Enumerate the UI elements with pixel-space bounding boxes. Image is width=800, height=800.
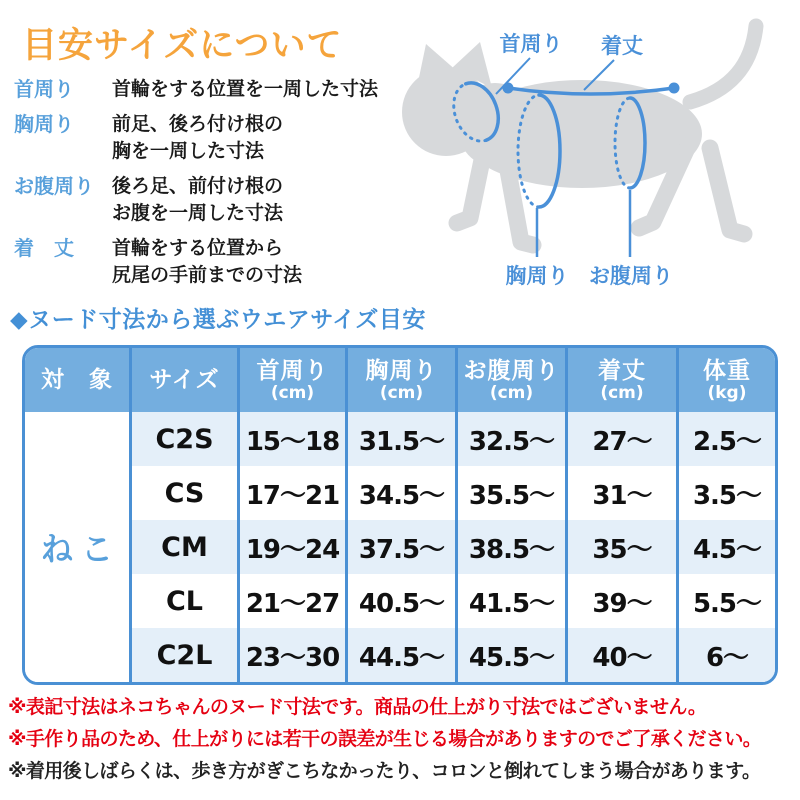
table-cell-neck: 21〜27 [240,574,348,628]
header-cell-length [568,348,679,412]
header-unit: (cm) [270,382,315,403]
definition-desc [112,111,283,165]
header-unit: (cm) [600,382,644,403]
header-label: お腹周り [463,357,560,384]
size-table-heading: ◆ヌード寸法から選ぶウエアサイズ目安 [10,307,426,333]
measurement-definitions [14,76,414,297]
definition-desc-line: 前足、後ろ付け根の [112,113,284,135]
definition-desc-line: お腹を一周した寸法 [112,202,284,224]
table-cell-size: CL [132,574,240,628]
definition-desc [112,235,302,289]
table-cell-belly: 35.5〜 [458,466,568,520]
table-cell-weight: 5.5〜 [679,574,775,628]
table-cell-chest: 40.5〜 [348,574,458,628]
cat-measurement-diagram [400,0,800,300]
cat-silhouette [402,26,756,245]
header-cell-belly [458,348,568,412]
diagram-label-chest: 胸周り [505,264,569,288]
definition-desc [112,173,283,227]
header-cell-chest [348,348,458,412]
table-cell-size: CS [132,466,240,520]
table-cell-length: 31〜 [568,466,679,520]
table-cell-length: 27〜 [568,412,679,466]
table-cell-neck: 23〜30 [240,628,348,682]
definition-row [14,173,414,227]
table-cell-size: C2S [132,412,240,466]
footnotes [8,695,800,791]
table-cell-length: 40〜 [568,628,679,682]
definition-desc [112,76,378,103]
table-cell-weight: 6〜 [679,628,775,682]
table-cell-belly: 45.5〜 [458,628,568,682]
diagram-label-neck: 首周り [499,32,563,56]
table-cell-length: 35〜 [568,520,679,574]
table-cell-chest: 37.5〜 [348,520,458,574]
table-cell-size: C2L [132,628,240,682]
header-label: 着丈 [598,357,646,384]
header-cell-weight [679,348,775,412]
table-cell-belly: 38.5〜 [458,520,568,574]
header-label: 首周り [256,357,329,384]
definition-term: 首周り [14,77,74,101]
diagram-label-belly: お腹周り [589,264,673,288]
definition-desc-line: 後ろ足、前付け根の [112,175,284,197]
page-title: 目安サイズについて [22,26,343,66]
table-cell-belly: 41.5〜 [458,574,568,628]
header-unit: (cm) [489,382,534,403]
table-cell-belly: 32.5〜 [458,412,568,466]
definition-row [14,111,414,165]
definition-term: お腹周り [14,174,94,198]
size-table [22,345,778,685]
table-cell-chest: 44.5〜 [348,628,458,682]
target-cell: ねこ [25,412,132,682]
header-unit: (kg) [707,382,747,403]
footnote: ※着用後しばらくは、歩き方がぎこちなかったり、コロンと倒れてしまう場合があります。 [8,760,761,782]
table-cell-neck: 15〜18 [240,412,348,466]
table-cell-length: 39〜 [568,574,679,628]
header-cell-size [132,348,240,412]
definition-desc-line: 首輪をする位置から [112,237,284,259]
header-cell-neck [240,348,348,412]
header-unit: (cm) [379,382,424,403]
footnote: ※表記寸法はネコちゃんのヌード寸法です。商品の仕上がり寸法ではございません。 [8,696,707,718]
definition-row [14,76,414,103]
table-cell-weight: 4.5〜 [679,520,775,574]
definition-desc-line: 尻尾の手前までの寸法 [112,264,303,286]
table-cell-chest: 31.5〜 [348,412,458,466]
table-cell-weight: 3.5〜 [679,466,775,520]
table-cell-weight: 2.5〜 [679,412,775,466]
definition-row [14,235,414,289]
header-label: 胸周り [365,357,438,384]
diagram-label-length: 着丈 [601,34,643,58]
table-cell-size: CM [132,520,240,574]
header-label: 対 象 [41,367,113,393]
header-cell-target [25,348,132,412]
table-cell-neck: 19〜24 [240,520,348,574]
definition-desc-line: 首輪をする位置を一周した寸法 [112,78,379,100]
table-cell-chest: 34.5〜 [348,466,458,520]
header-label: 体重 [703,357,751,384]
footnote: ※手作り品のため、仕上がりには若干の誤差が生じる場合がありますのでご了承ください。 [8,728,762,750]
definition-term: 胸周り [14,112,74,136]
cat-diagram-svg [400,0,800,300]
definition-desc-line: 胸を一周した寸法 [112,140,265,162]
definition-term: 着 丈 [14,236,74,260]
header-label: サイズ [149,367,220,393]
table-cell-neck: 17〜21 [240,466,348,520]
